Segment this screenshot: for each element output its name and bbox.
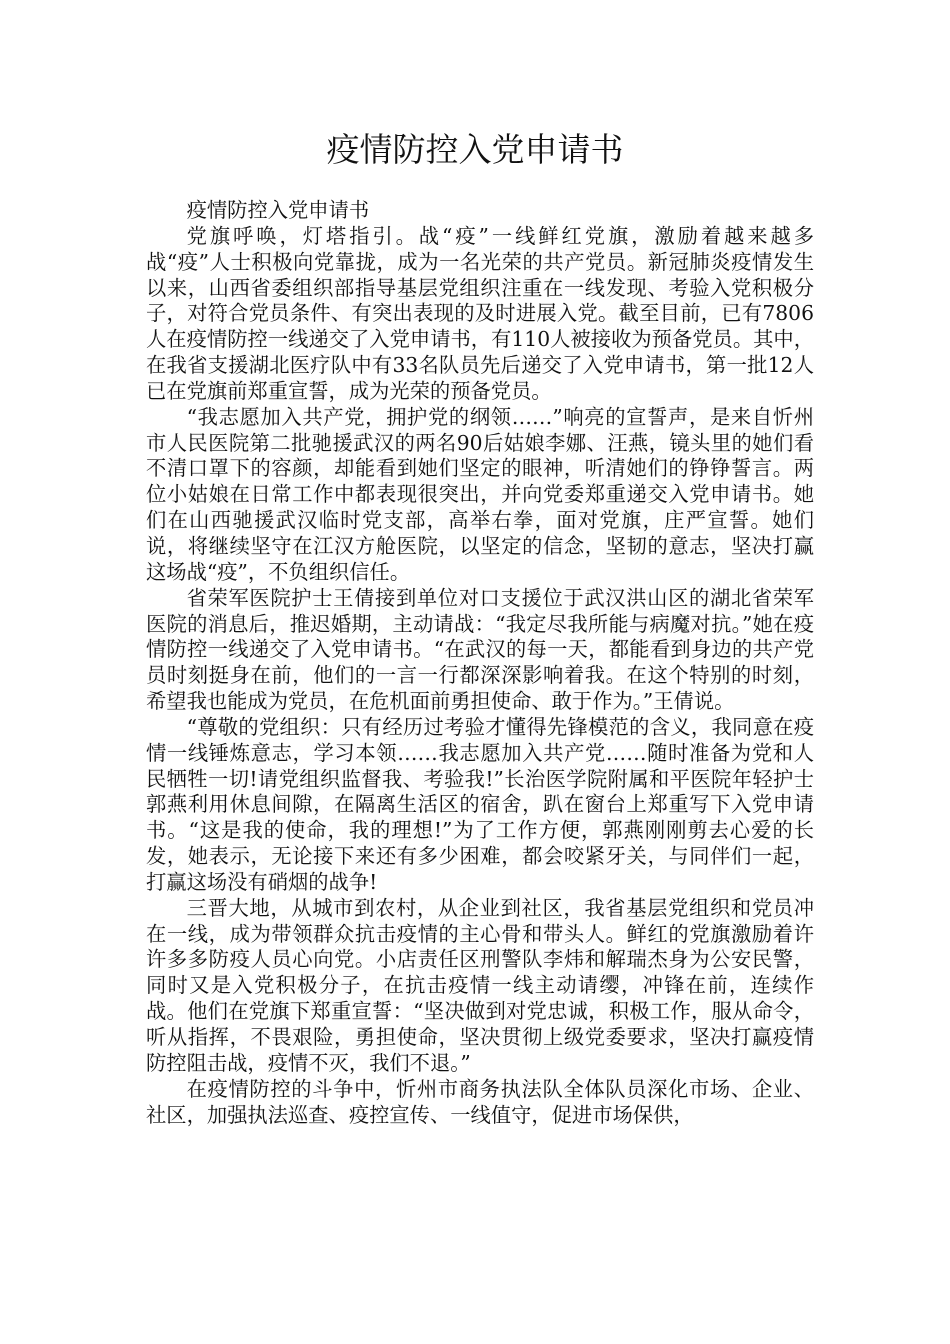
paragraph-intro: 党旗呼唤，灯塔指引。战“疫”一线鲜红党旗，激励着越来越多战“疫”人士积极向党靠拢，成为一名光荣的共产党员。新冠肺炎疫情发生以来，山西省委组织部指导基层党组织注重在一线发现、考验入党积极分子，对符合党员条件、有突出表现的及时进展入党。截至目前，已有7806人在疫情防控一线递交了入党申请书，有110人被接收为预备党员。其中，在我省支援湖北医疗队中有33名队员先后递交了入党申请书，第一批12人已在党旗前郑重宣誓，成为光荣的预备党员。 [146, 223, 814, 403]
document-title: 疫情防控入党申请书 [326, 130, 624, 169]
paragraph-wang-qian: 省荣军医院护士王倩接到单位对口支援位于武汉洪山区的湖北省荣军医院的消息后，推迟婚期，主动请战：“我定尽我所能与病魔对抗。”她在疫情防控一线递交了入党申请书。“在武汉的每一天，都能看到身边的共产党员时刻挺身在前，他们的一言一行都深深影响着我。在这个特别的时刻，希望我也能成为党员，在危机面前勇担使命、敢于作为。”王倩说。 [146, 585, 814, 714]
paragraph-xinzhou: 在疫情防控的斗争中，忻州市商务执法队全体队员深化市场、企业、社区，加强执法巡查、疫控宣传、一线值守，促进市场保供， [146, 1076, 814, 1127]
paragraph-guo-yan: “尊敬的党组织：只有经历过考验才懂得先锋模范的含义，我同意在疫情一线锤炼意志，学习本领……我志愿加入共产党……随时准备为党和人民牺牲一切!请党组织监督我、考验我!”长治医学院附属和平医院年轻护士郭燕利用休息间隙，在隔离生活区的宿舍，趴在窗台上郑重写下入党申请书。“这是我的使命，我的理想!”为了工作方便，郭燕刚刚剪去心爱的长发，她表示，无论接下来还有多少困难，都会咬紧牙关，与同伴们一起，打赢这场没有硝烟的战争! [146, 714, 814, 894]
paragraph-subtitle: 疫情防控入党申请书 [186, 198, 370, 222]
paragraph-sanjin: 三晋大地，从城市到农村，从企业到社区，我省基层党组织和党员冲在一线，成为带领群众抗击疫情的主心骨和带头人。鲜红的党旗激励着许许多多防疫人员心向党。小店责任区刑警队李炜和解瑞杰身为公安民警，同时又是入党积极分子，在抗击疫情一线主动请缨，冲锋在前，连续作战。他们在党旗下郑重宣誓：“坚决做到对党忠诚，积极工作，服从命令，听从指挥，不畏艰险，勇担使命，坚决贯彻上级党委要求，坚决打赢疫情防控阻击战，疫情不灭，我们不退。” [146, 895, 814, 1075]
paragraph-oath-li-na-wang-yan: “我志愿加入共产党，拥护党的纲领……”响亮的宣誓声，是来自忻州市人民医院第二批驰援武汉的两名90后姑娘李娜、汪燕，镜头里的她们看不清口罩下的容颜，却能看到她们坚定的眼神，听清她们的铮铮誓言。两位小姑娘在日常工作中都表现很突出，并向党委郑重递交入党申请书。她们在山西驰援武汉临时党支部，高举右拳，面对党旗，庄严宣誓。她们说，将继续坚守在江汉方舱医院，以坚定的信念，坚韧的意志，坚决打赢这场战“疫”，不负组织信任。 [146, 404, 814, 584]
document-body [146, 198, 814, 1128]
